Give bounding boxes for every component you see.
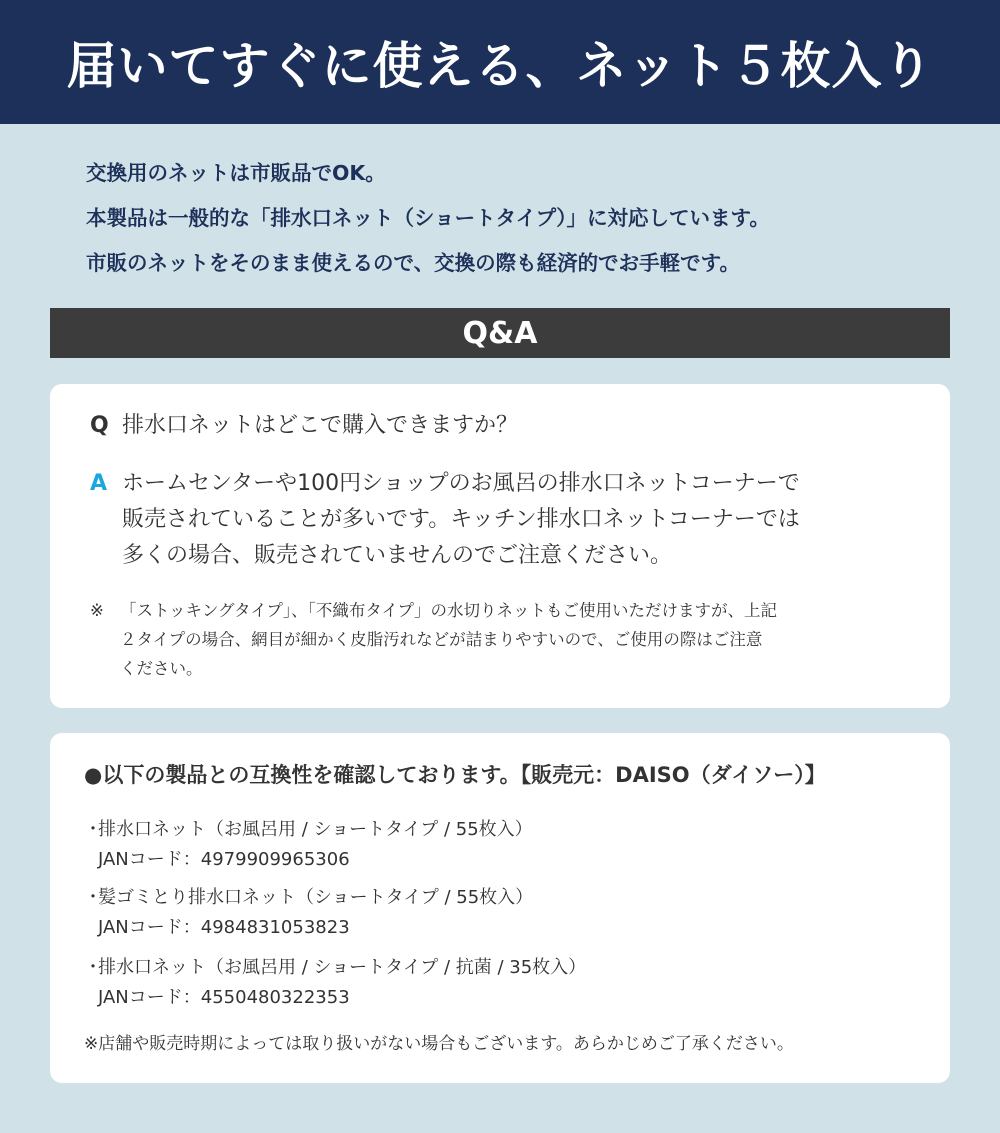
intro-text — [0, 151, 1000, 286]
product-jan: JANコード：4984831053823 — [98, 917, 350, 938]
note-text — [120, 596, 777, 683]
product-item — [84, 883, 533, 943]
page-title-banner — [0, 0, 1000, 124]
intro-line: 本製品は一般的な「排水口ネット（ショートタイプ）」に対応しています。 — [86, 206, 770, 230]
answer-mark-label: A — [90, 471, 108, 496]
note-mark: ※ — [90, 601, 104, 620]
intro-line: 交換用のネットは市販品でOK。 — [86, 161, 386, 185]
answer-line: 多くの場合、販売されていませんのでご注意ください。 — [122, 543, 673, 568]
qa-card — [50, 384, 950, 708]
product-jan: JANコード：4550480322353 — [98, 987, 350, 1008]
answer-row — [90, 466, 800, 574]
question-row — [90, 410, 518, 442]
intro-line: 市販のネットをそのまま使えるので、交換の際も経済的でお手軽です。 — [86, 251, 740, 275]
compatibility-card — [50, 733, 950, 1083]
disclaimer: ※店舗や販売時期によっては取り扱いがない場合もございます。あらかじめご了承ください。 — [84, 1034, 794, 1054]
qa-header-label: Q&A — [462, 315, 538, 351]
question-text: 排水口ネットはどこで購入できますか？ — [122, 413, 519, 438]
note-line: ２タイプの場合、網目が細かく皮脂汚れなどが詰まりやすいので、ご使用の際はご注意 — [120, 630, 763, 649]
note-line: ください。 — [120, 659, 203, 678]
bullet: ・ — [84, 957, 102, 978]
answer-line: ホームセンターや100円ショップのお風呂の排水口ネットコーナーで — [122, 471, 800, 496]
product-name: 排水口ネット（お風呂用 / ショートタイプ / 55枚入） — [98, 819, 533, 840]
product-jan: JANコード：4979909965306 — [98, 849, 350, 870]
product-name: 髪ゴミとり排水口ネット（ショートタイプ / 55枚入） — [98, 887, 534, 908]
note-line: 「ストッキングタイプ」、「不織布タイプ」の水切りネットもご使用いただけますが、上記 — [120, 601, 778, 620]
product-item — [84, 953, 586, 1013]
qa-header — [50, 308, 950, 358]
bullet: ・ — [84, 887, 102, 908]
product-item — [84, 815, 533, 875]
compatibility-heading: ●以下の製品との互換性を確認しております。【販売元：DAISO（ダイソー）】 — [84, 763, 826, 787]
answer-text — [122, 466, 800, 574]
page-title: 届いてすぐに使える、ネット５枚入り — [66, 37, 934, 95]
question-mark-label: Q — [90, 413, 109, 438]
answer-line: 販売されていることが多いです。キッチン排水口ネットコーナーでは — [122, 507, 800, 532]
product-name: 排水口ネット（お風呂用 / ショートタイプ / 抗菌 / 35枚入） — [98, 957, 587, 978]
qa-note — [90, 596, 777, 683]
bullet: ・ — [84, 819, 102, 840]
